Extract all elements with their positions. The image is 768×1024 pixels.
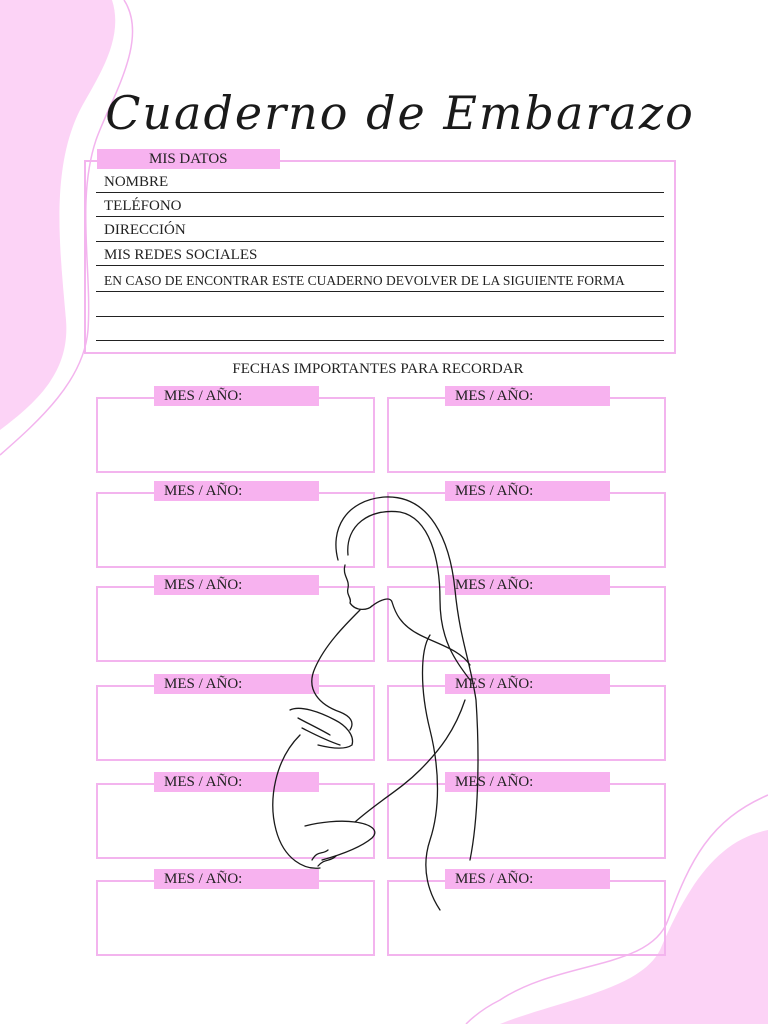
mes-label: MES / AÑO: bbox=[154, 772, 319, 792]
mes-box[interactable] bbox=[387, 397, 666, 473]
field-redes-sociales: MIS REDES SOCIALES bbox=[104, 247, 258, 263]
mes-label: MES / AÑO: bbox=[445, 481, 610, 501]
field-devolver: EN CASO DE ENCONTRAR ESTE CUADERNO DEVOLVER DE LA SIGUIENTE FORMA bbox=[104, 273, 625, 288]
mes-box[interactable] bbox=[387, 880, 666, 956]
mes-label: MES / AÑO: bbox=[154, 869, 319, 889]
mes-label: MES / AÑO: bbox=[445, 674, 610, 694]
page-title: Cuaderno de Embarazo bbox=[105, 86, 695, 140]
nombre-line[interactable] bbox=[96, 192, 664, 193]
telefono-line[interactable] bbox=[96, 216, 664, 217]
devolver-line-3[interactable] bbox=[96, 340, 664, 341]
mes-box[interactable] bbox=[387, 492, 666, 568]
mes-box[interactable] bbox=[387, 586, 666, 662]
mes-box[interactable] bbox=[387, 783, 666, 859]
mes-label: MES / AÑO: bbox=[445, 772, 610, 792]
mes-label: MES / AÑO: bbox=[154, 674, 319, 694]
mes-label: MES / AÑO: bbox=[154, 481, 319, 501]
mes-box[interactable] bbox=[96, 880, 375, 956]
mes-box[interactable] bbox=[96, 685, 375, 761]
mes-box[interactable] bbox=[387, 685, 666, 761]
field-telefono: TELÉFONO bbox=[104, 198, 182, 214]
mes-label: MES / AÑO: bbox=[154, 386, 319, 406]
mes-box[interactable] bbox=[96, 492, 375, 568]
redes-sociales-line[interactable] bbox=[96, 265, 664, 266]
mes-label: MES / AÑO: bbox=[445, 386, 610, 406]
mes-label: MES / AÑO: bbox=[154, 575, 319, 595]
mes-box[interactable] bbox=[96, 397, 375, 473]
mes-box[interactable] bbox=[96, 783, 375, 859]
fechas-heading: FECHAS IMPORTANTES PARA RECORDAR bbox=[232, 361, 524, 377]
mes-label: MES / AÑO: bbox=[445, 575, 610, 595]
field-nombre: NOMBRE bbox=[104, 174, 169, 190]
mes-box[interactable] bbox=[96, 586, 375, 662]
field-direccion: DIRECCIÓN bbox=[104, 222, 186, 238]
mis-datos-heading: MIS DATOS bbox=[97, 149, 280, 169]
mes-label: MES / AÑO: bbox=[445, 869, 610, 889]
devolver-line-2[interactable] bbox=[96, 316, 664, 317]
devolver-line-1[interactable] bbox=[96, 291, 664, 292]
direccion-line[interactable] bbox=[96, 241, 664, 242]
